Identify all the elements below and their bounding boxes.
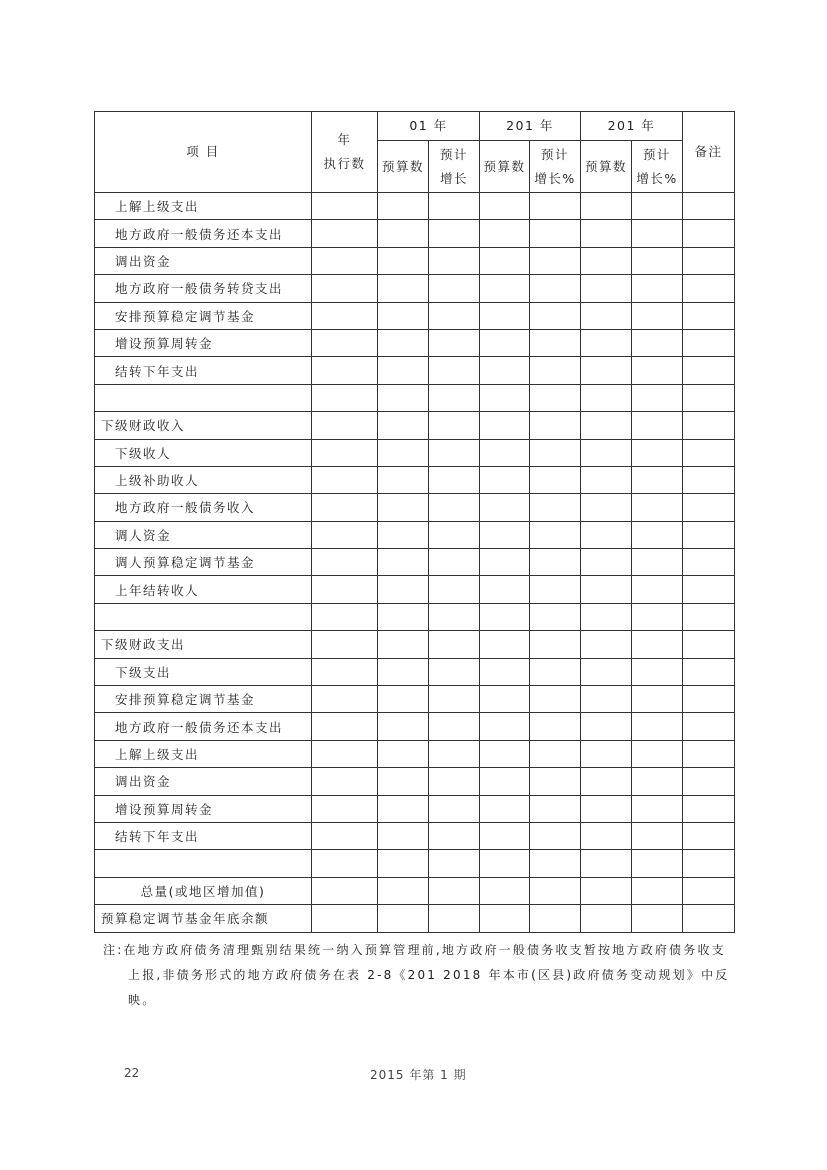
row-label: 调人预算稳定调节基金 bbox=[95, 549, 312, 576]
table-row bbox=[95, 494, 735, 521]
header-exec bbox=[312, 112, 378, 193]
table-row bbox=[95, 193, 735, 220]
header-year-3: 201 年 bbox=[581, 112, 683, 141]
header-remark: 备注 bbox=[683, 112, 735, 193]
row-label bbox=[95, 384, 312, 411]
page-number: 22 bbox=[124, 1066, 140, 1080]
table-row bbox=[95, 822, 735, 849]
row-label: 地方政府一般债务还本支出 bbox=[95, 220, 312, 247]
header-growth-1: 预计 增长 bbox=[429, 141, 480, 193]
budget-table bbox=[94, 111, 735, 933]
table-note bbox=[103, 938, 743, 1013]
row-label: 下级收人 bbox=[95, 439, 312, 466]
table-row bbox=[95, 795, 735, 822]
table-row-blank bbox=[95, 603, 735, 630]
row-label: 调出资金 bbox=[95, 768, 312, 795]
table-row bbox=[95, 576, 735, 603]
row-label: 下级支出 bbox=[95, 658, 312, 685]
header-budget-2: 预算数 bbox=[480, 141, 530, 193]
row-label: 上级补助收人 bbox=[95, 466, 312, 493]
table-row bbox=[95, 658, 735, 685]
table-row bbox=[95, 275, 735, 302]
issue-label: 2015 年第 1 期 bbox=[370, 1068, 467, 1082]
table-row bbox=[95, 740, 735, 767]
header-growth-3: 预计 增长% bbox=[632, 141, 683, 193]
header-budget-1: 预算数 bbox=[378, 141, 429, 193]
table-row bbox=[95, 247, 735, 274]
note-line-1: 注:在地方政府债务清理甄别结果统一纳入预算管理前,地方政府一般债务收支暂按地方政府债务收支 bbox=[103, 943, 726, 957]
table-body bbox=[95, 193, 735, 933]
row-label: 上解上级支出 bbox=[95, 740, 312, 767]
header-growth-2: 预计 增长% bbox=[530, 141, 581, 193]
table-row bbox=[95, 439, 735, 466]
balance-label: 预算稳定调节基金年底余额 bbox=[95, 905, 312, 932]
row-label: 调人资金 bbox=[95, 521, 312, 548]
table-row bbox=[95, 549, 735, 576]
note-line-2: 上报,非债务形式的地方政府债务在表 2-8《201 2018 年本市(区县)政府债务变动规划》中反映。 bbox=[128, 968, 730, 1007]
table-row bbox=[95, 357, 735, 384]
row-label: 地方政府一般债务转贷支出 bbox=[95, 275, 312, 302]
row-label: 地方政府一般债务还本支出 bbox=[95, 713, 312, 740]
table-row-section bbox=[95, 631, 735, 658]
table-row bbox=[95, 686, 735, 713]
row-label: 上年结转收人 bbox=[95, 576, 312, 603]
table-row bbox=[95, 302, 735, 329]
row-label: 增设预算周转金 bbox=[95, 329, 312, 356]
header-year-1: 01 年 bbox=[378, 112, 480, 141]
table-row-section bbox=[95, 412, 735, 439]
table-row bbox=[95, 220, 735, 247]
row-label: 增设预算周转金 bbox=[95, 795, 312, 822]
row-label bbox=[95, 603, 312, 630]
table-row-blank bbox=[95, 384, 735, 411]
row-label: 结转下年支出 bbox=[95, 357, 312, 384]
section-label: 下级财政支出 bbox=[95, 631, 312, 658]
row-label: 结转下年支出 bbox=[95, 822, 312, 849]
table-row-blank bbox=[95, 850, 735, 877]
header-item: 项 目 bbox=[95, 112, 312, 193]
table-row bbox=[95, 768, 735, 795]
table-row bbox=[95, 329, 735, 356]
header-year-2: 201 年 bbox=[480, 112, 581, 141]
section-label: 下级财政收入 bbox=[95, 412, 312, 439]
row-label: 地方政府一般债务收入 bbox=[95, 494, 312, 521]
table-row bbox=[95, 713, 735, 740]
table-row-balance bbox=[95, 905, 735, 932]
header-budget-3: 预算数 bbox=[581, 141, 632, 193]
table-row-total bbox=[95, 877, 735, 904]
total-label: 总量(或地区增加值) bbox=[95, 877, 312, 904]
row-label: 安排预算稳定调节基金 bbox=[95, 686, 312, 713]
table-row bbox=[95, 521, 735, 548]
header-exec-label: 执行数 bbox=[323, 156, 366, 171]
row-label bbox=[95, 850, 312, 877]
table-row bbox=[95, 466, 735, 493]
row-label: 安排预算稳定调节基金 bbox=[95, 302, 312, 329]
row-label: 上解上级支出 bbox=[95, 193, 312, 220]
row-label: 调出资金 bbox=[95, 247, 312, 274]
header-exec-year: 年 bbox=[337, 132, 352, 147]
